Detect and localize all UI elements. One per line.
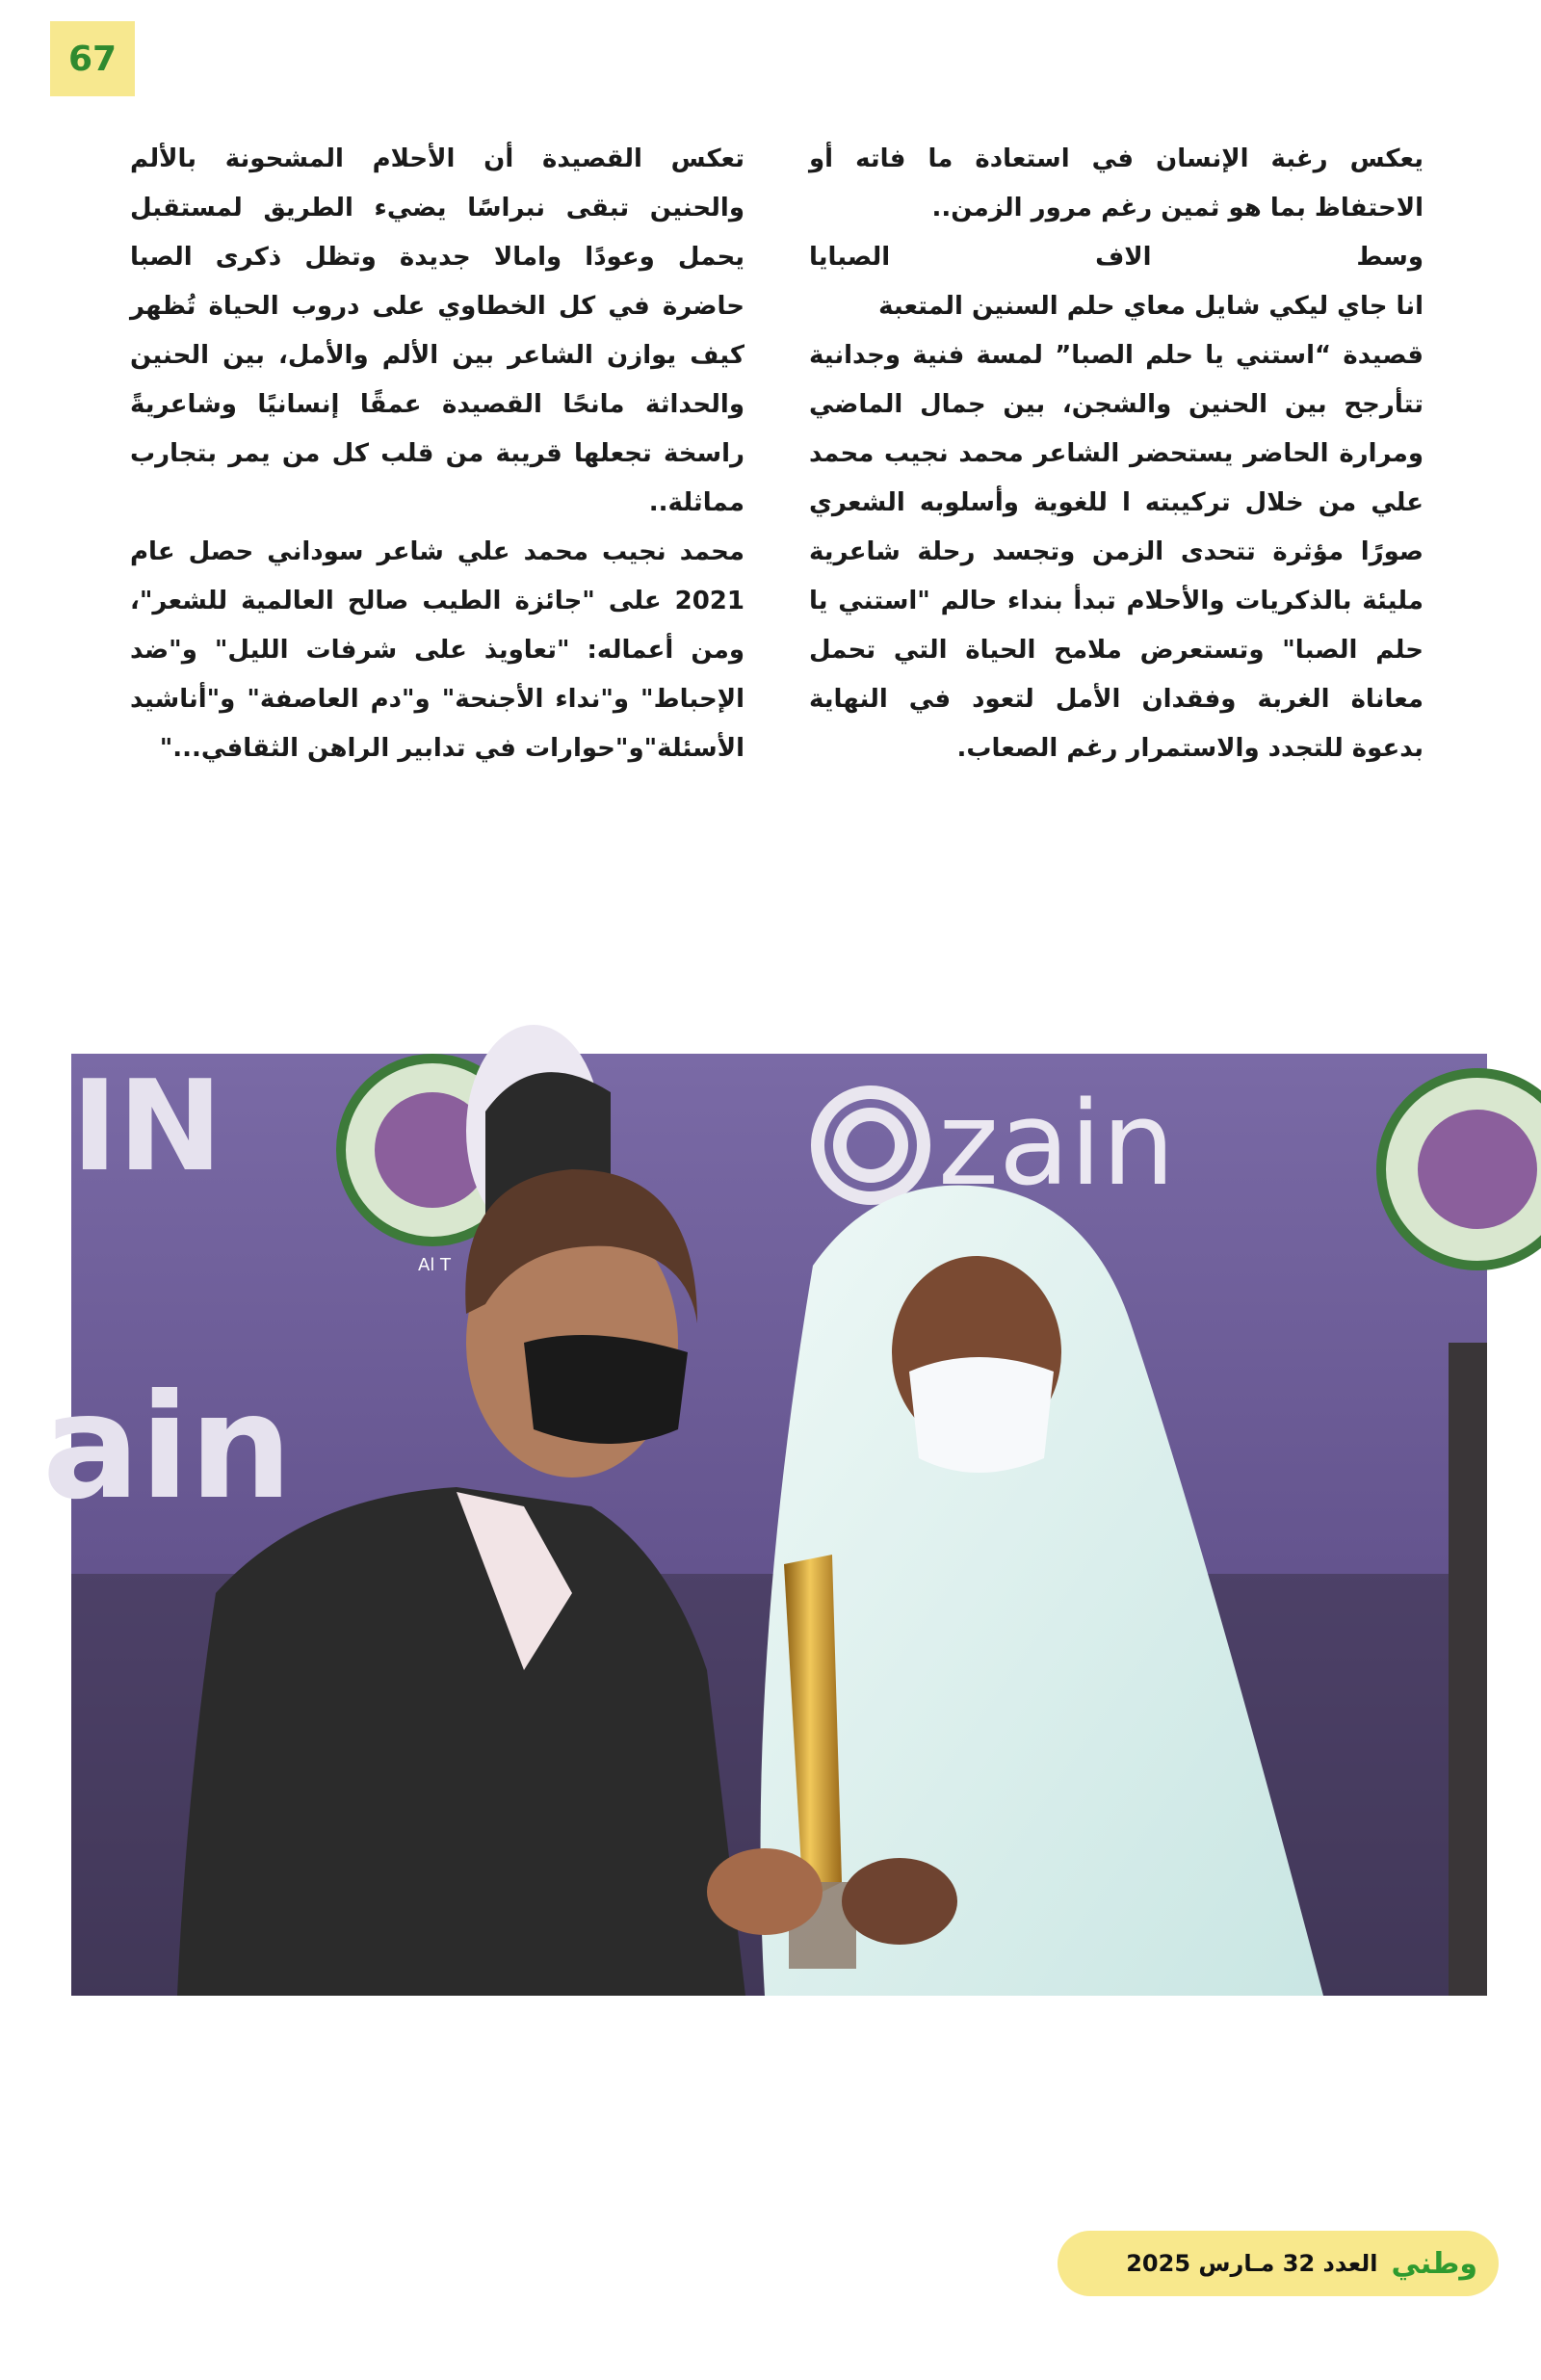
issue-info: العدد 32 مـارس 2025 [1126, 2250, 1378, 2277]
emblem-caption: Al T [418, 1255, 452, 1275]
banner-fragment-lower: ain [42, 1364, 293, 1531]
footer-issue-badge [1058, 2231, 1499, 2296]
article-paragraph: قصيدة “استني يا حلم الصبا” لمسة فنية وجدانية تتأرجح بين الحنين والشجن، بين جمال الماضي ومرارة الحاضر يستحضر الشاعر محمد نجيب محمد علي من خلال تركيبته ا للغوية وأسلوبه الشعري صورًا مؤثرة تتحدى الزمن وتجسد رحلة شاعرية مليئة بالذكريات والأحلام تبدأ بنداء حالم "استني يا حلم الصبا" وتستعرض ملامح الحياة التي تحمل معاناة الغربة وفقدان الأمل لتعود في النهاية بدعوة للتجدد والاستمرار رغم الصعاب. [809, 341, 1423, 763]
magazine-brand: وطني [1391, 2246, 1477, 2281]
banner-fragment-left: IN [71, 1053, 223, 1199]
page-number: 67 [50, 21, 135, 96]
article-paragraph: تعكس القصيدة أن الأحلام المشحونة بالألم والحنين تبقى نبراسًا يضيء الطريق لمستقبل يحمل وعودًا واماﻻ جديدة وتظل ذكرى الصبا حاضرة في كل الخطاوي على دروب الحياة تُظهر كيف يوازن الشاعر بين الألم والأمل، بين الحنين والحداثة مانحًا القصيدة عمقًا إنسانيًا وشاعريةً راسخة تجعلها قريبة من قلب كل من يمر بتجارب مماثلة.. [130, 144, 744, 517]
article-column-left [130, 135, 744, 773]
article-column-right [809, 135, 1423, 773]
article-paragraph: محمد نجيب محمد علي شاعر سوداني حصل عام 2021 على "جائزة الطيب صالح العالمية للشعر"، ومن أعماله: "تعاويذ على شرفات الليل" و"ضد الإحباط" و"نداء الأجنحة" و"دم العاصفة" و"أناشيد الأسئلة"و"حوارات في تدابير الراهن الثقافي..." [130, 537, 744, 763]
zain-logo-text: zain [938, 1078, 1175, 1212]
article-paragraph: انا جاي ليكي شايل معاي حلم السنين المتعبة [878, 292, 1423, 321]
article-paragraph: وسط الاف الصبايا [809, 243, 1423, 272]
article-paragraph: يعكس رغبة الإنسان في استعادة ما فاته أو الاحتفاظ بما هو ثمين رغم مرور الزمن.. [809, 144, 1423, 222]
award-ceremony-photo [42, 1053, 1487, 1996]
